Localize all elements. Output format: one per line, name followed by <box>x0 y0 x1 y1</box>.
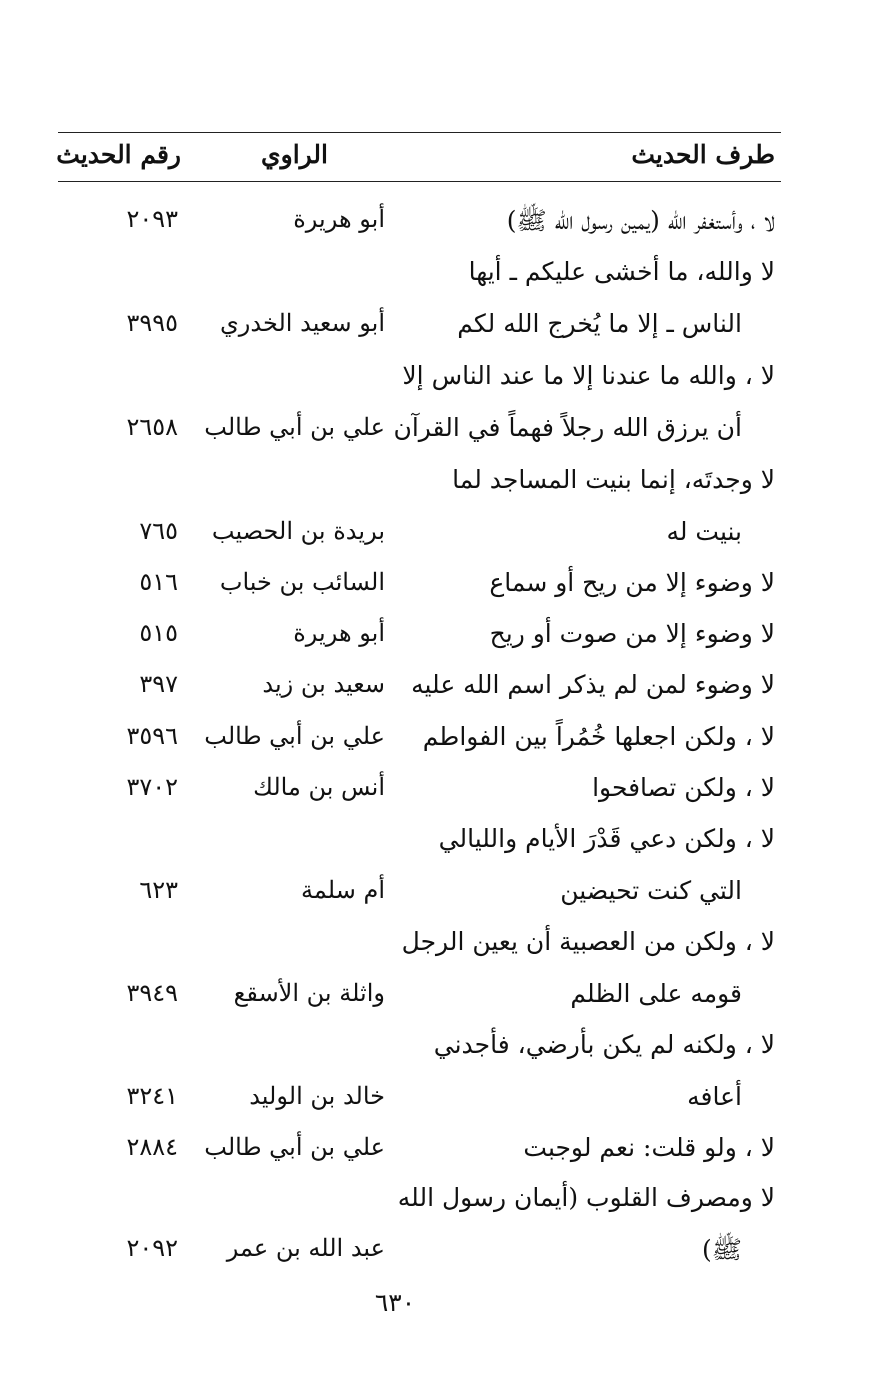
row-13-text-line-1: لا ، ولو قلت: نعم لوجبت <box>523 1133 775 1162</box>
row-2-number: ٣٩٩٥ <box>126 309 178 337</box>
row-14-text-line-1: لا ومصرف القلوب (أيمان رسول الله <box>397 1183 775 1212</box>
row-10-text-line-2: التي كنت تحيضين <box>560 876 742 905</box>
row-7-text-line-1: لا وضوء لمن لم يذكر اسم الله عليه <box>411 670 775 699</box>
row-5-text-line-1: لا وضوء إلا من ريح أو سماع <box>489 568 775 597</box>
row-5-number: ٥١٦ <box>139 568 178 596</box>
header-top-rule <box>58 132 781 133</box>
row-11-text-line-1: لا ، ولكن من العصبية أن يعين الرجل <box>401 927 775 956</box>
header-hadith-tip: طرف الحديث <box>631 140 775 169</box>
row-4-text-line-2: بنيت له <box>666 517 742 546</box>
row-10-narrator: أم سلمة <box>301 876 385 904</box>
row-10-number: ٦٢٣ <box>139 876 178 904</box>
row-1-number: ٢٠٩٣ <box>126 205 178 233</box>
row-2-narrator: أبو سعيد الخدري <box>220 309 385 337</box>
row-13-narrator: علي بن أبي طالب <box>204 1133 385 1161</box>
row-4-number: ٧٦٥ <box>139 517 178 545</box>
row-3-number: ٢٦٥٨ <box>126 413 178 441</box>
row-4-narrator: بريدة بن الحصيب <box>211 517 385 545</box>
row-12-text-line-2: أعافه <box>687 1082 742 1111</box>
row-11-narrator: واثلة بن الأسقع <box>233 979 385 1007</box>
row-2-text-line-1: لا والله، ما أخشى عليكم ـ أيها <box>468 257 775 286</box>
row-9-narrator: أنس بن مالك <box>253 773 385 801</box>
row-3-text-line-1: لا ، والله ما عندنا إلا ما عند الناس إلا <box>402 361 775 390</box>
header-hadith-number: رقم الحديث <box>56 140 181 169</box>
row-11-number: ٣٩٤٩ <box>126 979 178 1007</box>
row-6-text-line-1: لا وضوء إلا من صوت أو ريح <box>489 619 775 648</box>
row-8-narrator: علي بن أبي طالب <box>204 722 385 750</box>
row-2-text-line-2: الناس ـ إلا ما يُخرج الله لكم <box>457 309 742 338</box>
row-8-text-line-1: لا ، ولكن اجعلها خُمُراً بين الفواطم <box>422 722 775 751</box>
row-9-number: ٣٧٠٢ <box>126 773 178 801</box>
row-4-text-line-1: لا وجدتَه، إنما بنيت المساجد لما <box>452 465 775 494</box>
row-11-text-line-2: قومه على الظلم <box>570 979 742 1008</box>
row-12-number: ٣٢٤١ <box>126 1082 178 1110</box>
row-14-text-line-2: ﷺ) <box>702 1235 742 1264</box>
row-6-narrator: أبو هريرة <box>293 619 385 647</box>
page-number: ٦٣٠ <box>374 1288 416 1317</box>
row-12-narrator: خالد بن الوليد <box>249 1082 385 1110</box>
row-5-narrator: السائب بن خباب <box>219 568 385 596</box>
row-7-narrator: سعيد بن زيد <box>262 670 385 698</box>
row-14-number: ٢٠٩٢ <box>126 1234 178 1262</box>
row-10-text-line-1: لا ، ولكن دعي قَدْرَ الأيام والليالي <box>438 824 775 853</box>
row-6-number: ٥١٥ <box>139 619 178 647</box>
row-3-text-line-2: أن يرزق الله رجلاً فهماً في القرآن <box>393 413 742 442</box>
row-9-text-line-1: لا ، ولكن تصافحوا <box>592 773 775 802</box>
row-14-narrator: عبد الله بن عمر <box>226 1234 385 1262</box>
row-1-text-line-1: لا ، وأستغفر الله (يمين رسول الله ﷺ) <box>506 206 775 235</box>
row-1-narrator: أبو هريرة <box>293 205 385 233</box>
row-8-number: ٣٥٩٦ <box>126 722 178 750</box>
row-12-text-line-1: لا ، ولكنه لم يكن بأرضي، فأجدني <box>433 1030 775 1059</box>
header-bottom-rule <box>58 181 781 182</box>
header-narrator: الراوي <box>261 140 328 169</box>
row-3-narrator: علي بن أبي طالب <box>204 413 385 441</box>
row-13-number: ٢٨٨٤ <box>126 1133 178 1161</box>
row-7-number: ٣٩٧ <box>139 670 178 698</box>
